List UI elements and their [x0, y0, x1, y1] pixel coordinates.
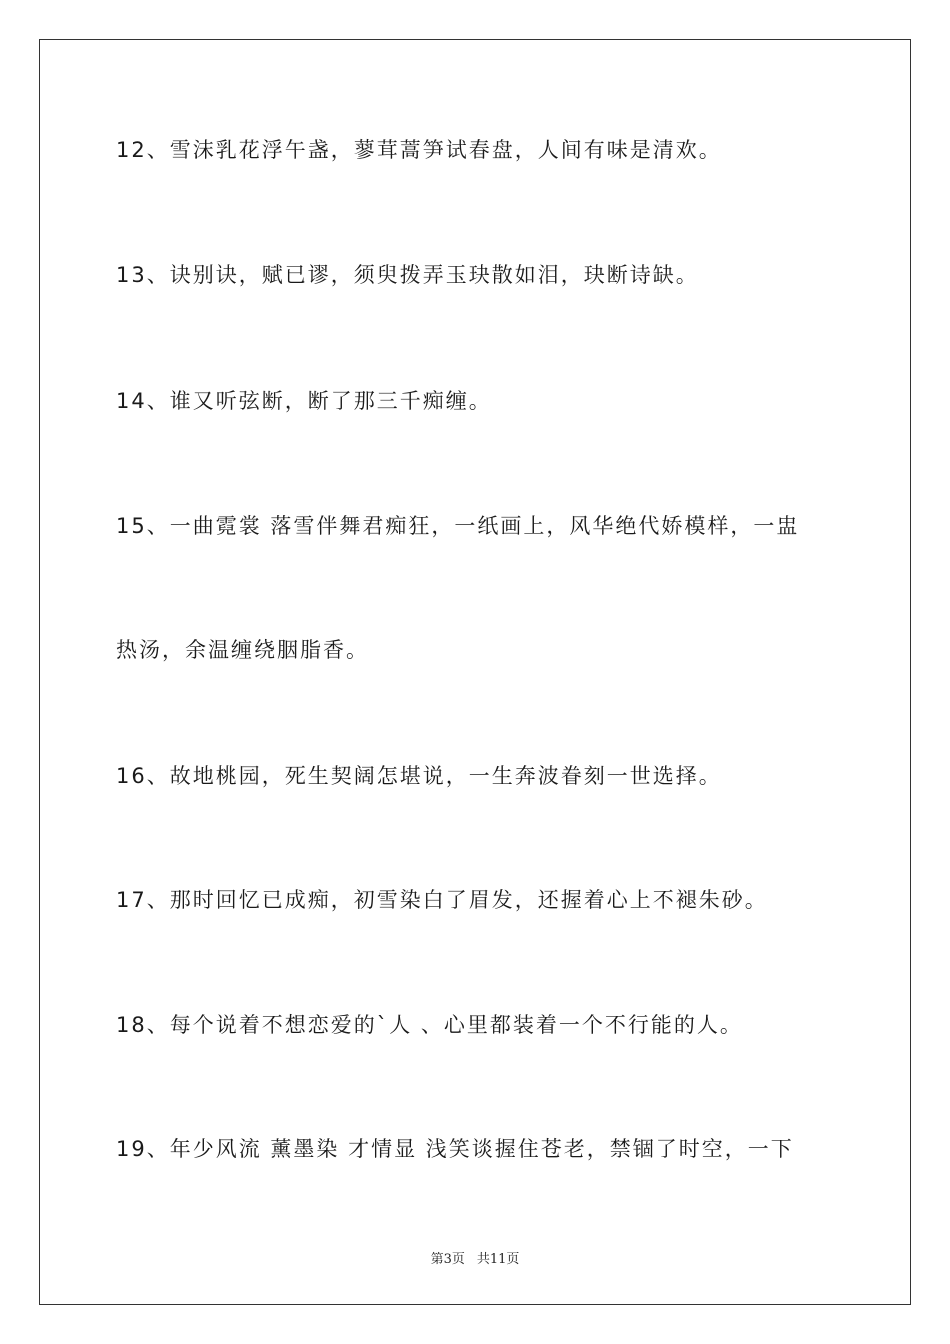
- text-line: 热汤，余温缠绕胭脂香。: [116, 638, 369, 662]
- page-total: 共11页: [476, 1252, 520, 1267]
- text-line: 15、一曲霓裳 落雪伴舞君痴狂，一纸画上，风华绝代娇模样，一盅: [116, 514, 800, 538]
- text-line: 19、年少风流 薰墨染 才情显 浅笑谈握住苍老，禁锢了时空，一下: [116, 1137, 794, 1161]
- text-line: 12、雪沫乳花浮午盏，蓼茸蒿笋试春盘，人间有味是清欢。: [116, 138, 722, 162]
- text-line: 16、故地桃园，死生契阔怎堪说，一生奔波眷刻一世选择。: [116, 764, 722, 788]
- page-footer: [0, 1248, 950, 1267]
- page-number: 第3页: [430, 1252, 465, 1267]
- text-line: 13、诀别诀，赋已谬，须臾拨弄玉玦散如泪，玦断诗缺。: [116, 263, 699, 287]
- text-line: 17、那时回忆已成痴，初雪染白了眉发，还握着心上不褪朱砂。: [116, 888, 768, 912]
- page-border: [39, 39, 911, 1305]
- text-line: 18、每个说着不想恋爱的`人 、心里都装着一个不行能的人。: [116, 1013, 743, 1037]
- text-line: 14、谁又听弦断，断了那三千痴缠。: [116, 389, 492, 413]
